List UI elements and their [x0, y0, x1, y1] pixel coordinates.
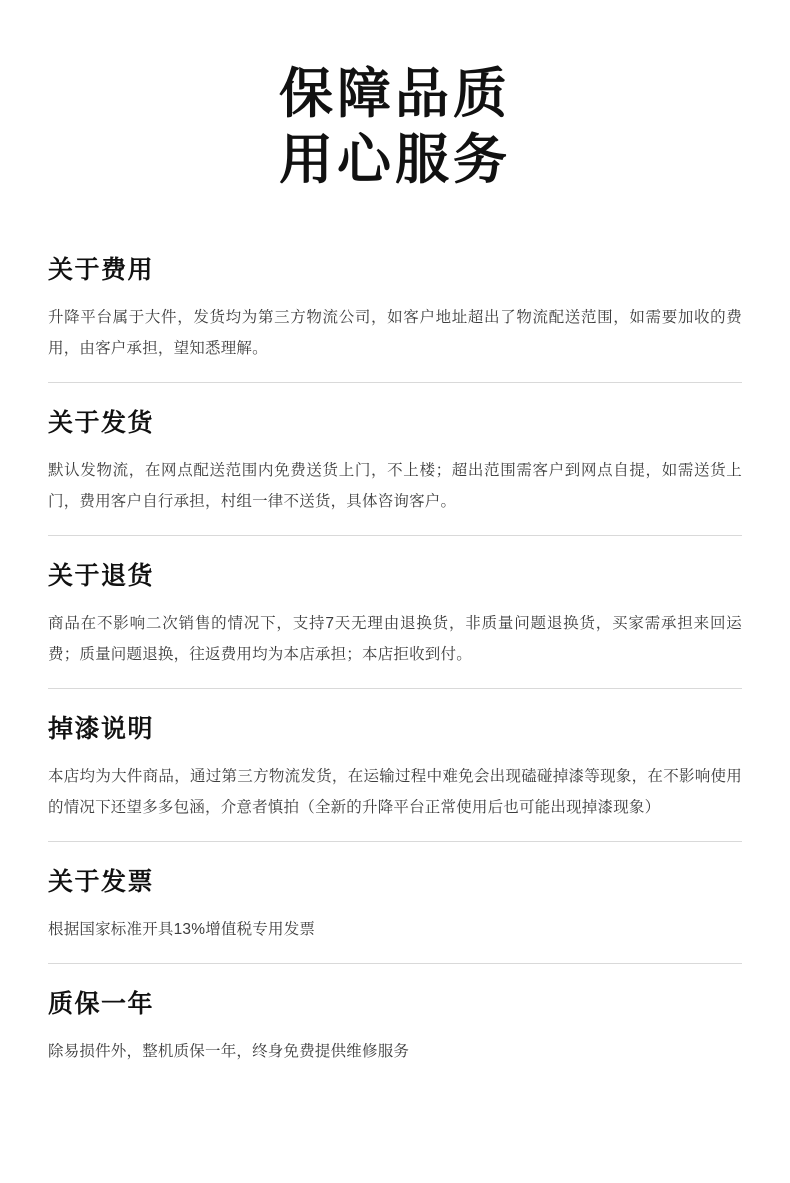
- policy-section-invoice: [48, 841, 742, 963]
- section-body: 商品在不影响二次销售的情况下，支持7天无理由退换货，非质量问题退换货，买家需承担来回运费；质量问题退换，往返费用均为本店承担；本店拒收到付。: [48, 614, 742, 663]
- page-hero: [48, 0, 742, 246]
- hero-title-line-2: 用心服务: [279, 129, 511, 190]
- policy-section-list: [48, 246, 742, 1085]
- section-body: 根据国家标准开具13%增值税专用发票: [48, 920, 316, 938]
- section-body: 默认发物流，在网点配送范围内免费送货上门，不上楼；超出范围需客户到网点自提，如需送货上门，费用客户自行承担，村组一律不送货，具体咨询客户。: [48, 461, 742, 510]
- hero-title-line-1: 保障品质: [279, 64, 511, 124]
- section-title: 掉漆说明: [48, 714, 155, 743]
- policy-section-fees: [48, 250, 742, 382]
- bottom-spacer: [48, 1085, 742, 1137]
- section-title: 质保一年: [48, 989, 155, 1018]
- policy-section-returns: [48, 535, 742, 688]
- policy-section-shipping: [48, 382, 742, 535]
- section-title: 关于发票: [48, 867, 155, 896]
- policy-section-warranty: [48, 963, 742, 1085]
- section-title: 关于退货: [48, 561, 155, 590]
- section-title: 关于费用: [48, 255, 155, 284]
- section-title: 关于发货: [48, 408, 155, 437]
- section-body: 本店均为大件商品，通过第三方物流发货，在运输过程中难免会出现磕碰掉漆等现象，在不影响使用的情况下还望多多包涵，介意者慎拍（全新的升降平台正常使用后也可能出现掉漆现象）: [48, 767, 742, 816]
- policy-section-paint-chipping: [48, 688, 742, 841]
- section-body: 除易损件外，整机质保一年，终身免费提供维修服务: [48, 1042, 410, 1060]
- section-body: 升降平台属于大件，发货均为第三方物流公司，如客户地址超出了物流配送范围，如需要加收的费用，由客户承担，望知悉理解。: [48, 308, 742, 357]
